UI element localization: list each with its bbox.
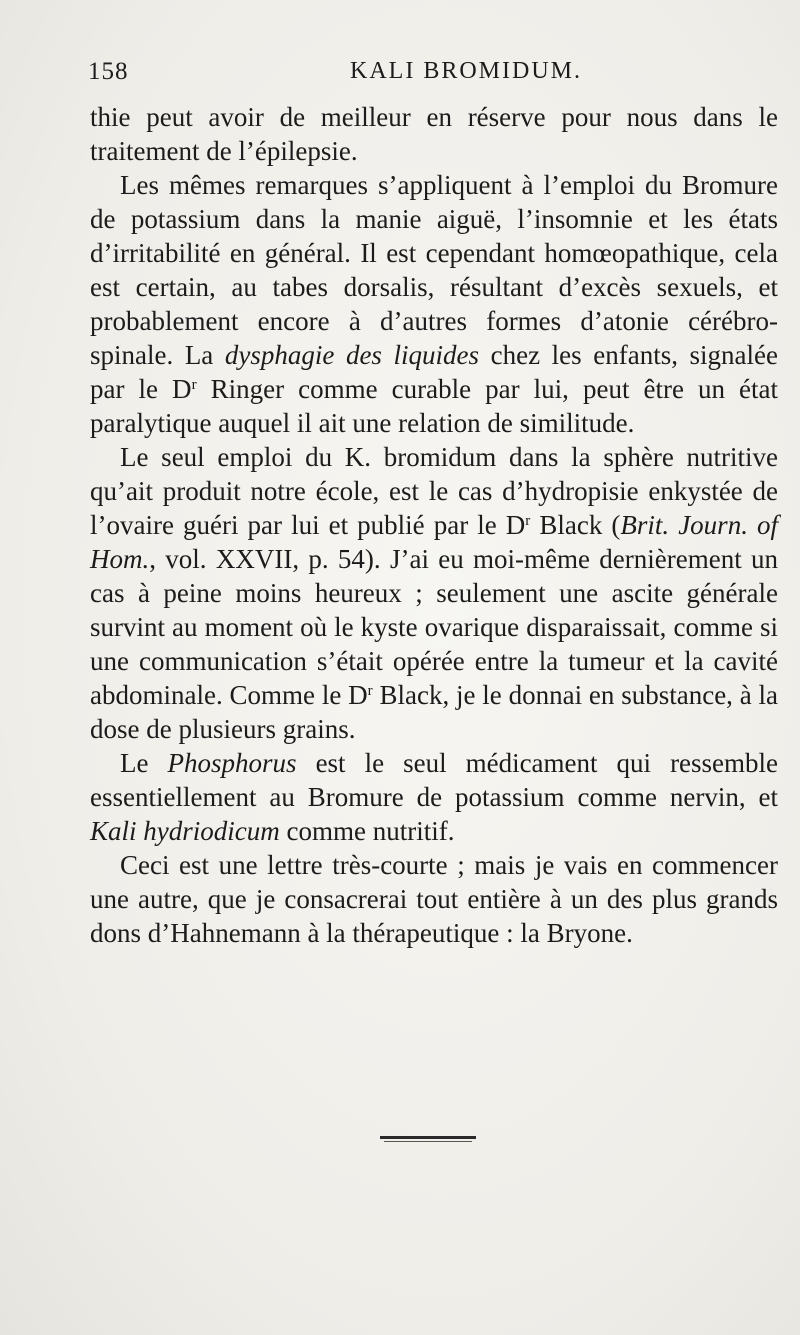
paragraph-2: Les mêmes remarques s’appliquent à l’emploi du Bromure de potassium dans la manie aiguë, l’insomnie et les états d’irritabilité en général. Il est cependant homœopathique, cela est certain, au tabes dorsalis, résultant d’excès sexuels, et probablement encore à d’autres formes d’atonie cérébro-spinale. La dysphagie des liquides chez les enfants, signalée par le $D^r$ Ringer comme curable par lui, peut être un état paralytique auquel il ait une relation de similitude. — [90, 170, 779, 438]
body-text — [90, 100, 778, 950]
section-divider-thin — [384, 1141, 472, 1142]
page-number: 158 — [88, 58, 129, 85]
paragraph-4: Le Phosphorus est le seul médicament qui ressemble essentiellement au Bromure de potassium comme nervin, et Kali hydriodicum comme nutritif. — [90, 748, 779, 846]
paragraph-5: Ceci est une lettre très-courte ; mais je vais en commencer une autre, que je consacrerai tout entière à un des plus grands dons d’Hahnemann à la thérapeutique : la Bryone. — [90, 850, 778, 948]
superscript: r — [525, 513, 531, 529]
running-title: KALI BROMIDUM. — [350, 58, 582, 84]
superscript: r — [191, 377, 197, 393]
section-divider — [380, 1136, 476, 1139]
remedy-name: Kali hydriodicum — [90, 816, 280, 846]
italic-phrase: dysphagie des liquides — [224, 340, 480, 370]
journal-citation: Brit. Journ. of Hom. — [90, 510, 778, 574]
superscript: r — [367, 683, 373, 699]
remedy-name: Phosphorus — [167, 748, 297, 778]
page-header — [88, 58, 770, 92]
paragraph-3: Le seul emploi du K. bromidum dans la sphère nutritive qu’ait produit notre école, est le cas d’hydropisie enkystée de l’ovaire guéri par lui et publié par le $D^r$ Black (Brit. Journ. of Hom., vol. XXVII, p. 54). J’ai eu moi-même dernièrement un cas à peine moins heureux ; seulement une ascite générale survint au moment où le kyste ovarique disparaissait, comme si une communication s’était opérée entre la tumeur et la cavité abdominale. Comme le $D^r$ Black, je le donnai en substance, à la dose de plusieurs grains. — [90, 442, 779, 744]
paragraph-1: thie peut avoir de meilleur en réserve pour nous dans le traitement de l’épilepsie. — [90, 102, 778, 166]
